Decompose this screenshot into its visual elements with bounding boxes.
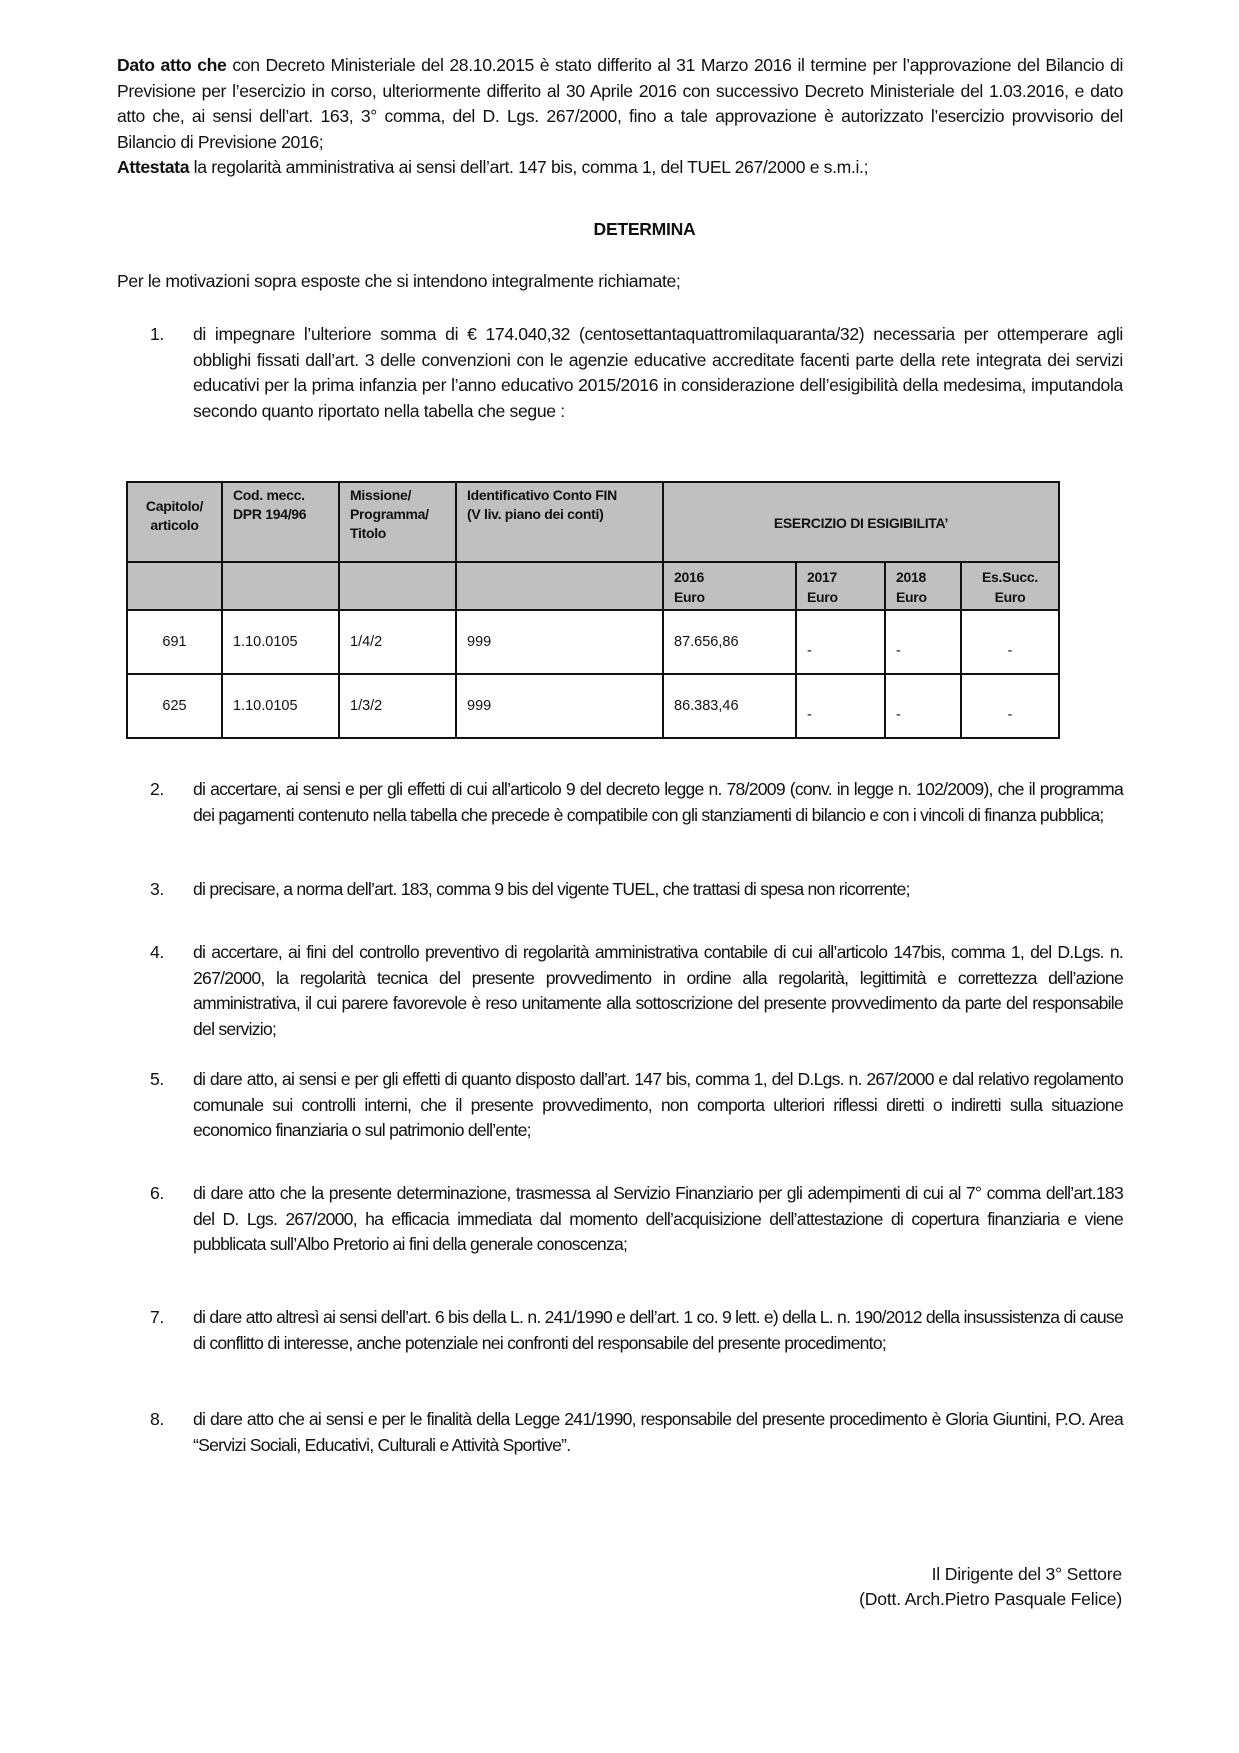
subheader-empty — [339, 562, 456, 610]
header-missione: Missione/ Programma/ Titolo — [339, 482, 456, 562]
cell-2017: - — [796, 674, 885, 738]
list-item-text: di accertare, ai sensi e per gli effetti di cui all’articolo 9 del decreto legge n. 78/2009 (conv. in legge n. 102/2009), che il programma dei pagamenti contenuto nella tabella che precede è compatibile con gli stanziamenti di bilancio e con i vincoli di finanza pubblica; — [193, 779, 1123, 825]
cell-capitolo: 691 — [127, 610, 222, 674]
list-item-number: 3. — [150, 879, 164, 899]
list-item — [150, 322, 1123, 424]
list-item-text: di dare atto che la presente determinazione, trasmessa al Servizio Finanziario per gli adempimenti di cui al 7° comma dell’art.183 del D. Lgs. 267/2000, ha efficacia immediata dal momento dell’acquisizione dell’attestazione di copertura finanziaria e viene pubblicata sull’Albo Pretorio ai fini della generale conoscenza; — [193, 1183, 1123, 1254]
list-item-number: 8. — [150, 1409, 164, 1429]
subheader-empty — [222, 562, 339, 610]
list-item-text: di dare atto che ai sensi e per le finalità della Legge 241/1990, responsabile del presente procedimento è Gloria Giuntini, P.O. Area “Servizi Sociali, Educativi, Culturali e Attività Sportive”. — [193, 1409, 1123, 1455]
cell-missione: 1/3/2 — [339, 674, 456, 738]
signature-block — [859, 1562, 1122, 1612]
cell-2017: - — [796, 610, 885, 674]
financial-table — [126, 481, 1060, 739]
list-item — [150, 1305, 1123, 1356]
list-item — [150, 777, 1123, 828]
list-item-text: di dare atto altresì ai sensi dell’art. 6 bis della L. n. 241/1990 e dell’art. 1 co. 9 lett. e) della L. n. 190/2012 della insussistenza di cause di conflitto di interesse, anche potenziale nei confronti del responsabile del presente procedimento; — [193, 1307, 1123, 1353]
list-item-number: 4. — [150, 942, 164, 962]
preamble-bold-dato-atto: Dato atto che — [117, 55, 227, 75]
cell-conto: 999 — [456, 610, 663, 674]
header-esercizio: ESERCIZIO DI ESIGIBILITA’ — [663, 482, 1059, 562]
cell-capitolo: 625 — [127, 674, 222, 738]
cell-es-succ: - — [961, 674, 1059, 738]
list-item-number: 5. — [150, 1069, 164, 1089]
table-row — [127, 674, 1059, 738]
list-item-text: di dare atto, ai sensi e per gli effetti di quanto disposto dall’art. 147 bis, comma 1, del D.Lgs. n. 267/2000 e dal relativo regolamento comunale sui controlli interni, che il presente provvedimento, non comporta ulteriori riflessi diretti o indiretti sulla situazione economico finanziaria o sul patrimonio dell’ente; — [193, 1069, 1123, 1140]
list-item-text: di precisare, a norma dell’art. 183, comma 9 bis del vigente TUEL, che trattasi di spesa non ricorrente; — [193, 879, 910, 899]
subheader-empty — [127, 562, 222, 610]
cell-2016: 87.656,86 — [663, 610, 796, 674]
cell-2018: - — [885, 610, 961, 674]
section-heading: DETERMINA — [593, 219, 696, 239]
list-item-number: 2. — [150, 779, 164, 799]
header-conto-fin: Identificativo Conto FIN (V liv. piano dei conti) — [456, 482, 663, 562]
subheader-empty — [456, 562, 663, 610]
subheader-es-succ: Es.Succ. Euro — [961, 562, 1059, 610]
subheader-year-2016: 2016 Euro — [663, 562, 796, 610]
cell-missione: 1/4/2 — [339, 610, 456, 674]
table-row — [127, 610, 1059, 674]
preamble-text-dato-atto: con Decreto Ministeriale del 28.10.2015 è stato differito al 31 Marzo 2016 il termine per l’approvazione del Bilancio di Previsione per l’esercizio in corso, ulteriormente differito al 30 Aprile 2016 con successivo Decreto Ministeriale del 1.03.2016, e dato atto che, ai sensi dell’art. 163, 3° comma, del D. Lgs. 267/2000, fino a tale approvazione è autorizzato l’esercizio provvisorio del Bilancio di Previsione 2016; — [117, 55, 1123, 152]
cell-2018: - — [885, 674, 961, 738]
header-cod-mecc: Cod. mecc. DPR 194/96 — [222, 482, 339, 562]
cell-cod-mecc: 1.10.0105 — [222, 674, 339, 738]
preamble-paragraph-dato-atto — [117, 53, 1123, 155]
intro-text: Per le motivazioni sopra esposte che si intendono integralmente richiamate; — [117, 271, 681, 291]
list-item — [150, 877, 1123, 903]
list-item-text: di accertare, ai fini del controllo preventivo di regolarità amministrativa contabile di cui all’articolo 147bis, comma 1, del D.Lgs. n. 267/2000, la regolarità tecnica del presente provvedimento in ordine alla regolarità, legittimità e correttezza dell’azione amministrativa, il cui parere favorevole è reso unitamente alla sottoscrizione del presente provvedimento da parte del responsabile del servizio; — [193, 942, 1123, 1039]
list-item — [150, 1181, 1123, 1258]
cell-2016: 86.383,46 — [663, 674, 796, 738]
signature-title: Il Dirigente del 3° Settore — [931, 1564, 1122, 1584]
cell-cod-mecc: 1.10.0105 — [222, 610, 339, 674]
preamble-paragraph-attestata — [117, 155, 1123, 181]
list-item-number: 7. — [150, 1307, 164, 1327]
subheader-year-2017: 2017 Euro — [796, 562, 885, 610]
cell-es-succ: - — [961, 610, 1059, 674]
list-item — [150, 940, 1123, 1042]
list-item-number: 6. — [150, 1183, 164, 1203]
preamble-text-attestata: la regolarità amministrativa ai sensi dell’art. 147 bis, comma 1, del TUEL 267/2000 e s.m.i.; — [189, 157, 869, 177]
table-header-row — [127, 482, 1059, 562]
list-item-number: 1. — [150, 324, 164, 344]
signature-name: (Dott. Arch.Pietro Pasquale Felice) — [859, 1589, 1122, 1609]
table-subheader-row — [127, 562, 1059, 610]
cell-conto: 999 — [456, 674, 663, 738]
list-item — [150, 1407, 1123, 1458]
list-item — [150, 1067, 1123, 1144]
preamble-bold-attestata: Attestata — [117, 157, 190, 177]
list-item-text: di impegnare l’ulteriore somma di € 174.040,32 (centosettantaquattromilaquaranta/32) necessaria per ottemperare agli obblighi fissati dall’art. 3 delle convenzioni con le agenzie educative accreditate facenti parte della rete integrata dei servizi educativi per la prima infanzia per l’anno educativo 2015/2016 in considerazione dell’esigibilità della medesima, imputandola secondo quanto riportato nella tabella che segue : — [193, 324, 1123, 421]
header-capitolo: Capitolo/ articolo — [127, 482, 222, 562]
subheader-year-2018: 2018 Euro — [885, 562, 961, 610]
